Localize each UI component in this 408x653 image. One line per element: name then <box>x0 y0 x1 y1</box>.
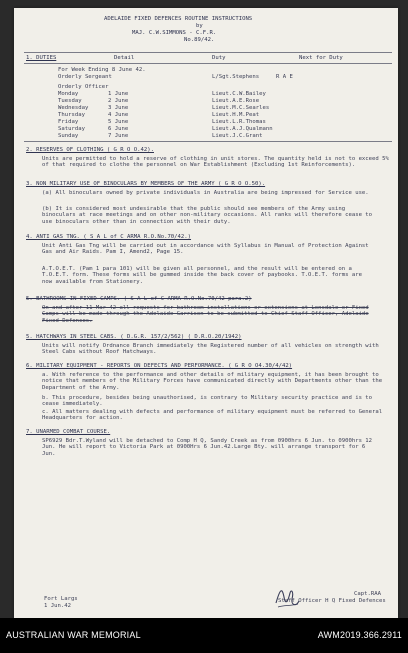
section-4-heading: 4. ANTI GAS TNG. ( S A L of C ARMA R.O.No.70/42.) <box>26 234 192 240</box>
section-7-body: SP6929 Bdr.T.Wyland will be detached to Comp H Q, Sandy Creek as from 0900hrs 6 Jun. to 0900hrs 12 Jun. He will report to Victoria Park at 0900Hrs 6 Jun.42.Large Bty. will arrange transport for 6 Jun. <box>42 438 373 457</box>
archive-credit-right: AWM2019.366.2911 <box>317 630 402 640</box>
issue-place: Fort Largs <box>44 596 78 602</box>
roster-date: 4 June <box>108 112 129 118</box>
roster-date: 2 June <box>108 98 129 104</box>
roster-day: Monday <box>58 91 79 97</box>
section-7-heading: 7. UNARMED COMBAT COURSE. <box>26 429 111 435</box>
archive-credit-bar <box>0 618 408 653</box>
roster-day: Friday <box>58 119 79 125</box>
roster-name: Lieut.A.J.Qualmann <box>212 126 273 132</box>
doc-author: MAJ. C.W.SIMMONS - C.F.R. <box>132 30 217 36</box>
signatory-rank: Capt.RAA <box>354 591 381 597</box>
detail-column-header: Detail <box>114 55 135 61</box>
section-6-c: c. All matters dealing with defects and performance of military equipment must be referred to General Headquarters for action. <box>42 409 383 422</box>
section-6-a: a. With reference to the performance and other details of military equipment, it has been brought to notice that members of the Military Forces have communicated directly with Departments other than the Department of the Army. <box>42 372 383 391</box>
section-5-heading: 5. BATHROOMS IN FIXED CAMPS. ( S A L of C ARMA R.O.No.70/42 para.2) <box>26 296 252 302</box>
document-page <box>14 8 398 618</box>
roster-name: Lieut.J.C.Grant <box>212 133 263 139</box>
archive-credit-left: AUSTRALIAN WAR MEMORIAL <box>6 630 141 640</box>
duties-heading: 1. DUTIES <box>26 55 57 61</box>
issue-date: 1 Jun.42 <box>44 603 71 609</box>
duty-column-header: Duty <box>212 55 226 61</box>
roster-name: Lieut.A.E.Rose <box>212 98 260 104</box>
table-bottom-rule <box>24 141 392 142</box>
roster-day: Wednesday <box>58 105 89 111</box>
roster-date: 1 June <box>108 91 129 97</box>
section-4-p2: A.T.O.E.T. (Pam 1 para 101) will be given all personnel, and the result will be entered on a T.O.E.T. form. These forms will be gummed inside the back cover of paybooks. T.O.E.T. forms are now available from Stationery. <box>42 266 362 285</box>
doc-by: by <box>196 23 203 29</box>
section-hatchways-body: Units will notify Ordnance Branch immediately the Registered number of all vehicles on strength with Steel Cabs without Roof Hatchways. <box>42 343 379 356</box>
section-6-heading: 6. MILITARY EQUIPMENT - REPORTS ON DEFECTS AND PERFORMANCE. ( G R O O4.30/4/42) <box>26 363 293 369</box>
roster-date: 3 June <box>108 105 129 111</box>
section-6-b: b. This procedure, besides being unauthorised, is contrary to Military security practice and is to cease immediately. <box>42 395 373 408</box>
section-3-heading: 3. NON MILITARY USE OF BINOCULARS BY MEMBERS OF THE ARMY ( G R O O.50). <box>26 181 266 187</box>
roster-name: Lieut.C.W.Bailey <box>212 91 266 97</box>
orderly-sergeant-name: L/Sgt.Stephens <box>212 74 260 80</box>
section-3-a: (a) All binoculars owned by private individuals in Australia are being impressed for Service use. <box>42 190 369 196</box>
roster-date: 7 June <box>108 133 129 139</box>
section-5-body: On and after 11 Mar 42 all requests for bathroom installations or extensions at Lonsdale or Fixed Camps will be made through the Adelaide Garrison to be submitted to Chief Staff Officer, Adelaide Fixed Defences. <box>42 305 369 324</box>
roster-day: Sunday <box>58 133 79 139</box>
roster-date: 6 June <box>108 126 129 132</box>
week-ending: For Week Ending 8 June 42. <box>58 67 146 73</box>
table-header-rule <box>24 63 392 64</box>
roster-date: 5 June <box>108 119 129 125</box>
roster-name: Lieut.L.R.Thomas <box>212 119 266 125</box>
roster-day: Thursday <box>58 112 85 118</box>
orderly-officer-label: Orderly Officer <box>58 84 109 90</box>
handwritten-signature <box>272 583 302 611</box>
orderly-sergeant-label: Orderly Sergeant <box>58 74 112 80</box>
roster-name: Lieut.M.C.Searles <box>212 105 270 111</box>
section-2-body: Units are permitted to hold a reserve of clothing in unit stores. The quantity held is not to exceed 5% of that required to clothe the personnel on War Establishment (Excluding 1st Reinforcements). <box>42 156 389 169</box>
roster-name: Lieut.H.M.Peat <box>212 112 260 118</box>
section-4-p1: Unit Anti Gas Tng will be carried out in accordance with Syllabus in Manual of Protection Against Gas and Air Raids. Pam I, Amend2, Page 15. <box>42 243 369 256</box>
roster-day: Saturday <box>58 126 85 132</box>
roster-day: Tuesday <box>58 98 82 104</box>
section-3-b: (b) It is considered most undesirable that the public should see members of the Army using binoculars at race meetings and on other non-military occasions. All ranks will therefore cease to use binoculars other than in connection with their duty. <box>42 206 373 225</box>
doc-title: ADELAIDE FIXED DEFENCES ROUTINE INSTRUCTIONS <box>104 16 253 22</box>
doc-number: No.89/42. <box>184 37 215 43</box>
next-column-header: Next for Duty <box>299 55 343 61</box>
section-hatchways-heading: 5. HATCHWAYS IN STEEL CABS. ( D.G.R. 157/2/562) ( D.R.O.20/1942) <box>26 334 242 340</box>
section-2-heading: 2. RESERVES OF CLOTHING ( G R O O.42). <box>26 147 154 153</box>
orderly-sergeant-next: R A E <box>276 74 293 80</box>
signatory-role: Staff Officer H Q Fixed Defences <box>278 598 386 604</box>
table-top-rule <box>24 52 392 53</box>
